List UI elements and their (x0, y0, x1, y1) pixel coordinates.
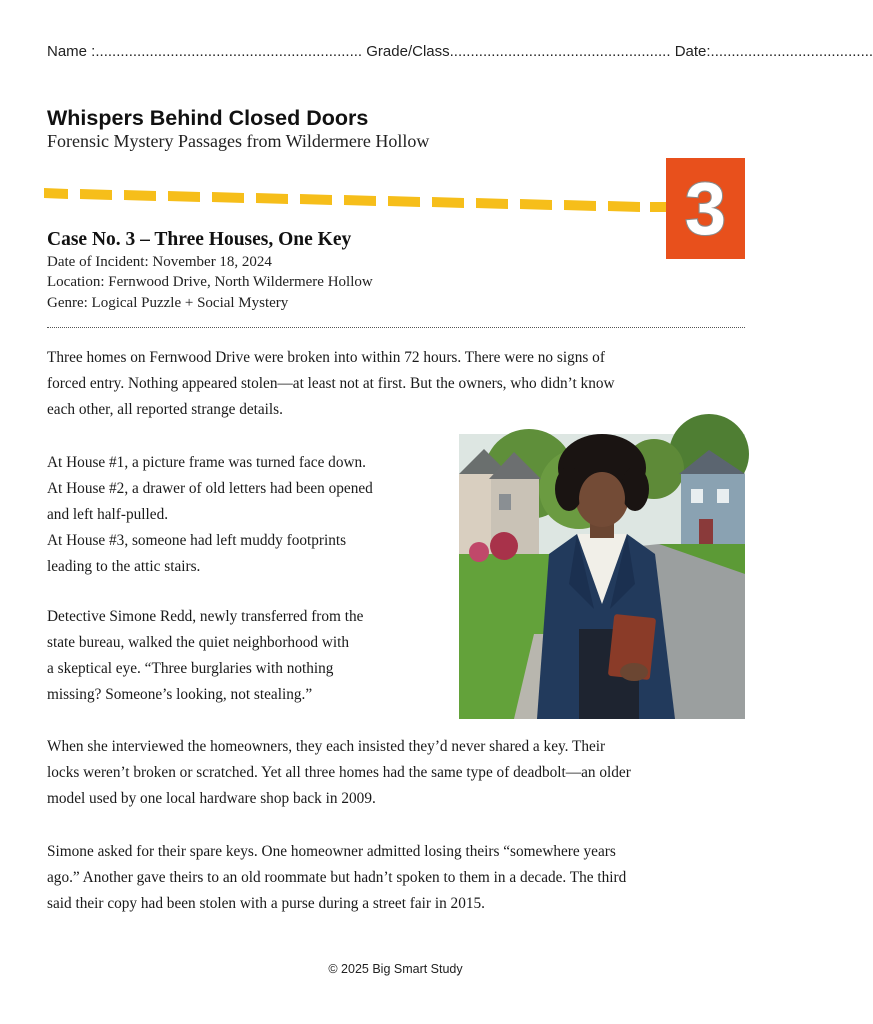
student-info-line (47, 43, 873, 60)
story-line: Three homes on Fernwood Drive were broken into within 72 hours. There were no signs of (47, 349, 605, 366)
page-subtitle: Forensic Mystery Passages from Wildermere Hollow (47, 131, 430, 151)
case-genre: Genre: Logical Puzzle + Social Mystery (47, 295, 289, 311)
story-line: model used by one local hardware shop back in 2009. (47, 790, 376, 807)
story-line: When she interviewed the homeowners, they each insisted they’d never shared a key. Their (47, 738, 606, 755)
story-line: ago.” Another gave theirs to an old roommate but hadn’t spoken to them in a decade. The third (47, 869, 627, 886)
story-paragraph-5 (47, 839, 626, 917)
name-label: Name : (47, 43, 96, 60)
case-location: Location: Fernwood Drive, North Wildermere Hollow (47, 274, 373, 290)
story-paragraph-2 (47, 450, 373, 580)
case-number-badge (666, 158, 745, 259)
story-line: said their copy had been stolen with a purse during a street fair in 2015. (47, 895, 485, 912)
story-line: locks weren’t broken or scratched. Yet all three homes had the same type of deadbolt—an older (47, 764, 631, 781)
detective-photo (459, 434, 745, 719)
dashed-divider (44, 184, 668, 218)
story-line: leading to the attic stairs. (47, 558, 201, 575)
story-line: forced entry. Nothing appeared stolen—at least not at first. But the owners, who didn’t know (47, 375, 615, 392)
story-line: Detective Simone Redd, newly transferred from the (47, 608, 364, 625)
page-title: Whispers Behind Closed Doors (47, 106, 369, 130)
name-field[interactable]: ................................................................ (95, 43, 363, 60)
grade-field[interactable]: ..................................................... (449, 43, 671, 60)
story-line: Simone asked for their spare keys. One homeowner admitted losing theirs “somewhere years (47, 843, 616, 860)
case-number: 3 (684, 167, 727, 250)
story-line: At House #2, a drawer of old letters had been opened (47, 480, 373, 497)
date-label: Date: (674, 43, 711, 60)
section-divider (47, 327, 745, 328)
story-line: At House #3, someone had left muddy footprints (47, 532, 347, 549)
case-title: Case No. 3 – Three Houses, One Key (47, 229, 352, 250)
story-paragraph-1 (47, 345, 615, 423)
story-line: each other, all reported strange details. (47, 401, 283, 418)
date-field[interactable]: ....................................... (710, 43, 873, 60)
story-line: At House #1, a picture frame was turned face down. (47, 454, 366, 471)
story-line: state bureau, walked the quiet neighborhood with (47, 634, 350, 651)
story-paragraph-4 (47, 734, 631, 812)
story-paragraph-3 (47, 604, 363, 708)
story-line: a skeptical eye. “Three burglaries with nothing (47, 660, 334, 677)
story-line: missing? Someone’s looking, not stealing.” (47, 686, 313, 703)
grade-label: Grade/Class (366, 43, 450, 60)
case-date: Date of Incident: November 18, 2024 (47, 254, 272, 270)
story-line: and left half-pulled. (47, 506, 169, 523)
copyright-footer: © 2025 Big Smart Study (328, 962, 463, 976)
